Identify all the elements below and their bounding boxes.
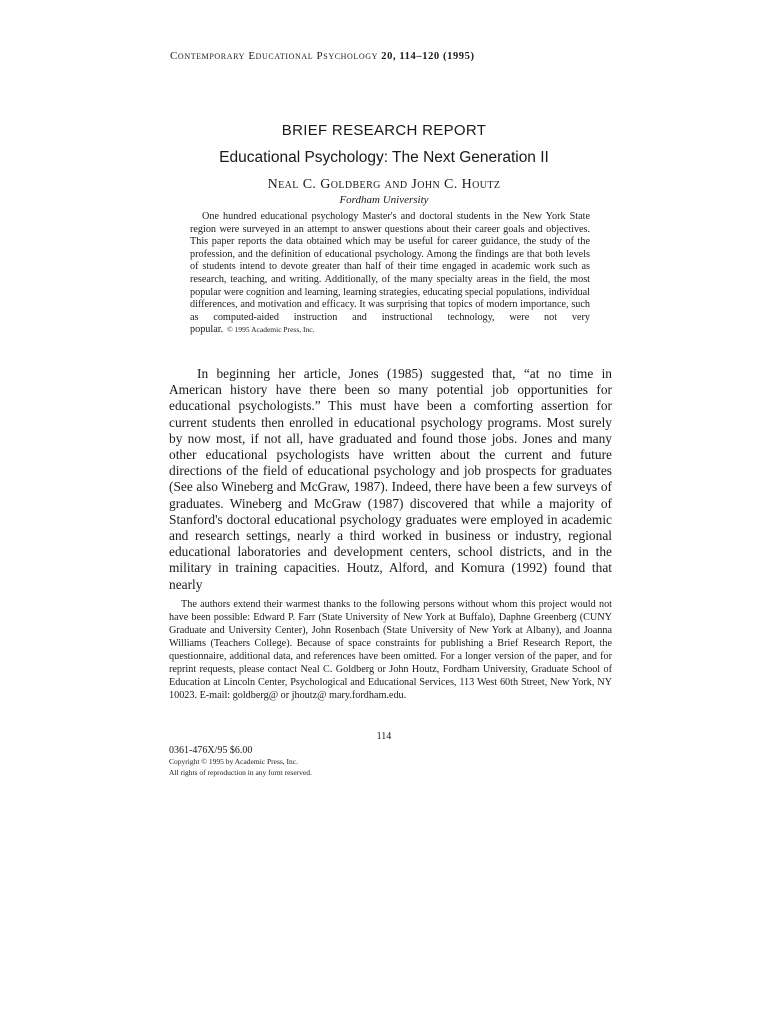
abstract (190, 211, 590, 337)
rights-line: All rights of reproduction in any form reserved. (169, 768, 312, 777)
abstract-copyright: © 1995 Academic Press, Inc. (227, 325, 315, 335)
issn-price: 0361-476X/95 $6.00 (169, 745, 253, 756)
authors: Neal C. Goldberg and John C. Houtz (267, 177, 501, 192)
body-paragraph: In beginning her article, Jones (1985) suggested that, “at no time in American history have there been so many potential job opportunities for educational psychologists.” This must have been a comforting assertion for current students then enrolled in educational psychology programs. Most surely by now most, if not all, have graduated and found those jobs. Jones and many other educational psychologists have written about the current and future directions of the field of educational psychology and job prospects for graduates (See also Wineberg and McGraw, 1987). Indeed, there have been a few surveys of graduates. Wineberg and McGraw (1987) discovered that while a majority of Stanford's doctoral educational psychology graduates were employed in academic and research settings, nearly a third worked in business or industry, regional educational laboratories and development centers, school districts, and in the military in training capacities. Houtz, Alford, and Komura (1992) found that nearly (169, 366, 612, 592)
copyright-line: Copyright © 1995 by Academic Press, Inc. (169, 757, 299, 766)
affiliation: Fordham University (339, 194, 429, 206)
journal-name: Contemporary Educational Psychology (170, 50, 379, 62)
article-title: Educational Psychology: The Next Generation II (219, 149, 549, 166)
journal-citation: 20, 114–120 (1995) (381, 51, 475, 62)
running-head (170, 50, 475, 62)
abstract-text: One hundred educational psychology Master's and doctoral students in the New York State region were surveyed in an attempt to answer questions about their career goals and objectives. This paper reports the data obtained which may be useful for career guidance, the study of the profession, and the definition of educational psychology. Among the findings are that both levels of students intend to devote greater than half of their time engaged in academic work such as research, teaching, and writing. Additionally, of the many specialty areas in the field, the most popular were cognition and learning, learning strategies, educating special populations, individual differences, and motivation and efficacy. It was surprising that topics of modern importance, such as computed-aided instruction and instructional technology, were not very popular. (190, 211, 590, 336)
page-number: 114 (376, 731, 392, 742)
report-type: BRIEF RESEARCH REPORT (281, 122, 487, 139)
acknowledgment-footnote: The authors extend their warmest thanks to the following persons without whom this project would not have been possible: Edward P. Farr (State University of New York at Buffalo), Daphne Greenberg (CUNY Graduate and University Center), John Rosenbach (State University of New York at Albany), and Joanna Williams (Teachers College). Because of space constraints for publishing a Brief Research Report, the questionnaire, additional data, and references have been omitted. For a longer version of the paper, and for reprint requests, please contact Neal C. Goldberg or John Houtz, Fordham University, Graduate School of Education at Lincoln Center, Psychological and Educational Services, 113 West 60th Street, New York, NY 10023. E-mail: goldberg@ or jhoutz@ mary.fordham.edu. (169, 599, 612, 701)
